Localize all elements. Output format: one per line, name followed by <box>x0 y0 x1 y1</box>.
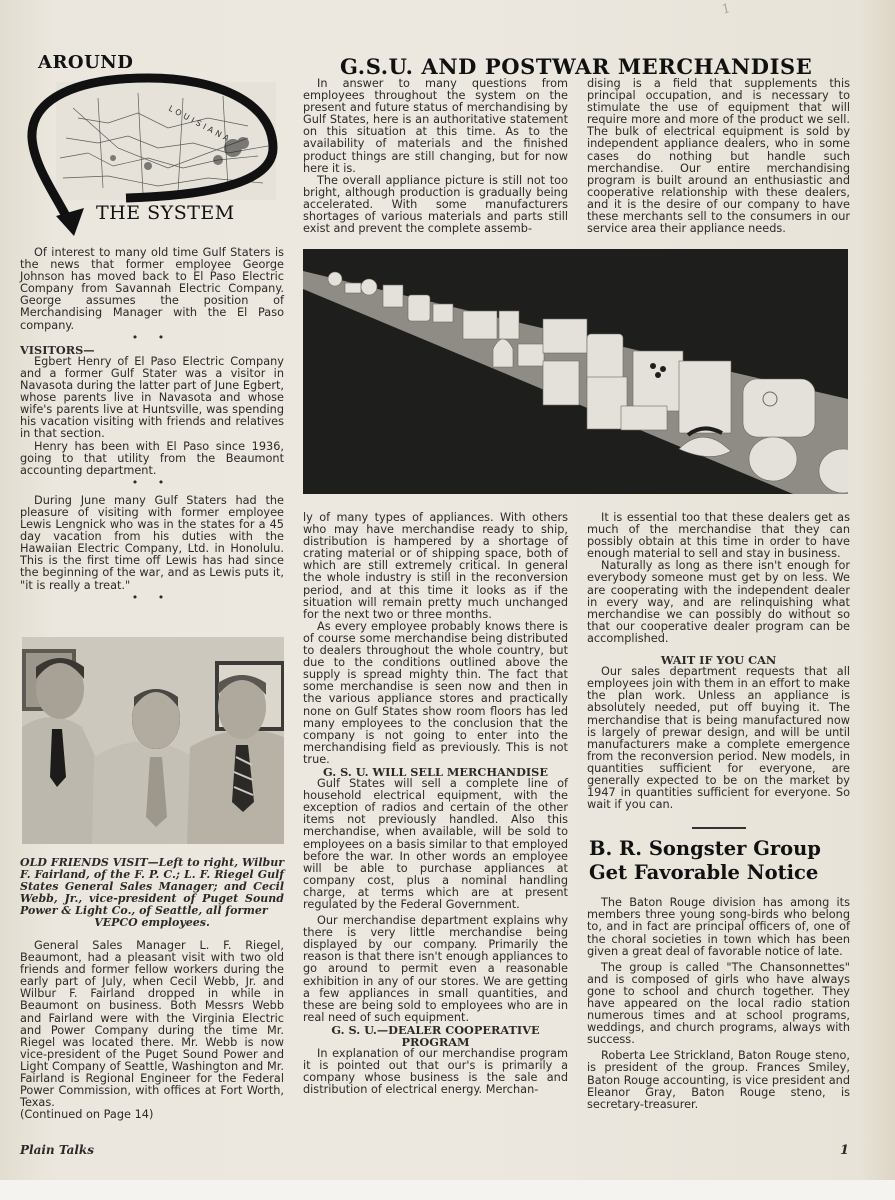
svg-text:LOUISIANA: LOUISIANA <box>167 103 234 145</box>
left-column-news <box>20 247 284 604</box>
intro-paragraph-2: The overall appliance picture is still not too bright, although production is gradually being accelerated. With some manufacturers shortages of various materials and parts still exist and prevent the complete assemb- <box>303 173 568 236</box>
scan-edge <box>0 1180 895 1200</box>
riegel-paragraph: General Sales Manager L. F. Riegel, Beaumont, had a pleasant visit with two old friends and former fellow workers during the early part of July, when Cecil Webb, Jr. and Wilbur F. Fairland dropped in while in Beaumont on business. Both Messrs Webb and Fairland were with the Virginia Electric and Power Company during the time Mr. Riegel was located there. Mr. Webb is now vice-president of the Puget Sound Power and Light Company of Seattle, Washington and Mr. Fairland is Regional Engineer for the Federal Power Commission, with offices at Fort Worth, Texas. <box>20 939 284 1110</box>
visitors-heading: VISITORS— <box>20 342 95 357</box>
lengnick-paragraph: During June many Gulf Staters had the pleasure of visiting with former employee Lewis Lengnick who was in the states for a 45 day vacation from his duties with the Hawaiian Electric Company, Ltd. in Honolulu. This is the first time off Lewis has had since the beginning of the war, and as Lewis puts it, "it is really a treat." <box>20 493 284 592</box>
dealer-program-paragraph: In explanation of our merchandise program it is pointed out that our's is primarily a company whose business is the sale and distribution of electrical energy. Merchan- <box>303 1047 568 1097</box>
dealer-program-heading-2: PROGRAM <box>401 1035 470 1050</box>
songster-headline-line-2: Get Favorable Notice <box>589 861 819 885</box>
dealer-program-heading-1: G. S. U.—DEALER COOPERATIVE <box>331 1022 540 1037</box>
logo-around-text: AROUND <box>38 52 134 73</box>
three-men-photo-icon <box>22 637 284 844</box>
wait-paragraph: Our sales department requests that all employees join with them in an effort to make the plan work. Unless an appliance is absolutely needed, put off buying it. The merchandise that is being manufactured now is largely of prewar design, and will be until manufacturers make a complete emergence from the reconversion period. New models, in quantities sufficient for everyone, are generally expected to be on the market by 1947 in quantities sufficient for everyone. So wait if you can. <box>587 665 850 812</box>
continued-link[interactable]: (Continued on Page 14) <box>20 1108 154 1122</box>
appliance-row-photo-icon <box>303 249 848 494</box>
photo-caption <box>20 857 284 929</box>
will-sell-heading: G. S. U. WILL SELL MERCHANDISE <box>323 764 548 779</box>
article-headline: G.S.U. AND POSTWAR MERCHANDISE <box>340 54 813 80</box>
songster-headline-line-1: B. R. Songster Group <box>589 837 821 861</box>
article-right-column <box>587 512 850 1111</box>
johnson-paragraph: Of interest to many old time Gulf Staters is the news that former employee George Johnson has moved back to El Paso Electric Company from Savannah Electric Company. George assumes the position of Merchandising Manager with the El Paso company. <box>20 246 284 332</box>
separator-dots: • • <box>131 590 173 604</box>
continuation-paragraph: ly of many types of appliances. With others who may have merchandise ready to ship, distribution is hampered by a shortage of crating material or of shipping space, both of which are still extremely critical. In general the whole industry is still in the reconversion period, and at this time it looks as if the situation will remain pretty much unchanged for the next two or three months. <box>303 511 568 621</box>
article-intro <box>303 78 568 235</box>
section-divider <box>692 827 746 829</box>
dealers-paragraph: dising is a field that supplements this principal occupation, and is necessary to stimulate the use of equipment that will require more and more of the product we sell. The bulk of electrical equipment is sold by independent appliance dealers, who in some cases do nothing but handle such merchandise. Our entire merchandising program is built around an enthusiastic and cooperative relationship with these dealers, and it is the desire of our company to have these merchants sell to the consumers in our service area their appliance needs. <box>587 77 850 236</box>
old-friends-photo <box>22 637 284 844</box>
employees-paragraph: As every employee probably knows there is of course some merchandise being distributed to dealers throughout the whole country, but due to the conditions outlined above the supply is spread mighty thin. The fact that some merchandise is seen now and then in the various appliance stores and practically none on Gulf States show room floors has led many employees to the conclusion that the company is not going to enter into the merchandising field as previously. This is not true. <box>303 619 568 766</box>
caption-text: OLD FRIENDS VISIT—Left to right, Wilbur F. Fairland, of the F. P. C.; L. F. Riegel Gulf States General Sales Manager; and Cecil Webb, Jr., vice-president of Puget Sound Power & Light Co., of Seattle, all former <box>20 856 284 917</box>
visitors-paragraph-1: Egbert Henry of El Paso Electric Company and a former Gulf Stater was a visitor in Navasota during the latter part of June Egbert, whose parents live in Navasota and whose wife's parents live at Huntsville, was spending his vacation visiting with friends and relatives in that section. <box>20 354 284 441</box>
separator-dots: • • <box>131 475 173 489</box>
songster-headline <box>589 837 850 885</box>
essential-paragraph: It is essential too that these dealers get as much of the merchandise that they can possibly obtain at this time in order to have enough material to sell and stay in business. <box>587 511 850 561</box>
margin-note: 1 <box>720 1 732 18</box>
publication-name: Plain Talks <box>20 1143 95 1157</box>
appliances-photo <box>303 249 848 494</box>
will-sell-paragraph-2: Our merchandise department explains why there is very little merchandise being displayed by our company. Primarily the reason is that there isn't enough appliances to go around to permit even a reasonable exhibition in any of our stores. We are getting a few appliances in small quantities, and these are being sold to employees who are in real need of such equipment. <box>303 914 568 1024</box>
logo-the-system-text: THE SYSTEM <box>96 202 235 224</box>
visitors-paragraph-2: Henry has been with El Paso since 1936, going to that utility from the Beaumont accounting department. <box>20 439 284 477</box>
article-top-right <box>587 78 850 235</box>
caption-text-last: VEPCO employees. <box>94 916 210 929</box>
will-sell-paragraph-1: Gulf States will sell a complete line of household electrical equipment, with the exception of radios and certain of the other items not previously handled. Also this merchandise, when available, will be sold to employees on a basis similar to that employed before the war. In other words an employee will be able to purchase appliances at company cost, plus a nominal handling charge, at terms which are at present regulated by the Federal Government. <box>303 777 568 911</box>
article-middle-column <box>303 512 568 1097</box>
songster-paragraph-3: Roberta Lee Strickland, Baton Rouge steno, is president of the group. Frances Smiley, Baton Rouge accounting, is vice president and Eleanor Gray, Baton Rouge steno, is secretary-treasurer. <box>587 1049 850 1111</box>
intro-paragraph-1: In answer to many questions from employees throughout the system on the present and future status of merchandising by Gulf States, here is an authoritative statement on this situation at this time. As to the availability of materials and the finished product things are still changing, but for now here it is. <box>303 77 568 175</box>
separator-dots: • • <box>131 330 173 344</box>
wait-heading: WAIT IF YOU CAN <box>660 653 777 668</box>
songster-paragraph-1: The Baton Rouge division has among its members three young song-birds who belong to, and in fact are principal officers of, one of the choral societies in town which has been given a great deal of favorable notice of late. <box>587 896 850 958</box>
riegel-story <box>20 940 284 1121</box>
naturally-paragraph: Naturally as long as there isn't enough for everybody someone must get by on less. We are cooperating with the independent dealer in every way, and are relinquishing what merchandise we can possibly do without so that our cooperative dealer program can be accomplished. <box>587 559 850 645</box>
songster-paragraph-2: The group is called "The Chansonnettes" and is composed of girls who have always gone to school and church together. They have appeared on the local radio station numerous times and at school programs, weddings, and church programs, always with success. <box>587 960 850 1047</box>
around-the-system-logo <box>18 48 282 238</box>
page-number: 1 <box>840 1143 850 1158</box>
